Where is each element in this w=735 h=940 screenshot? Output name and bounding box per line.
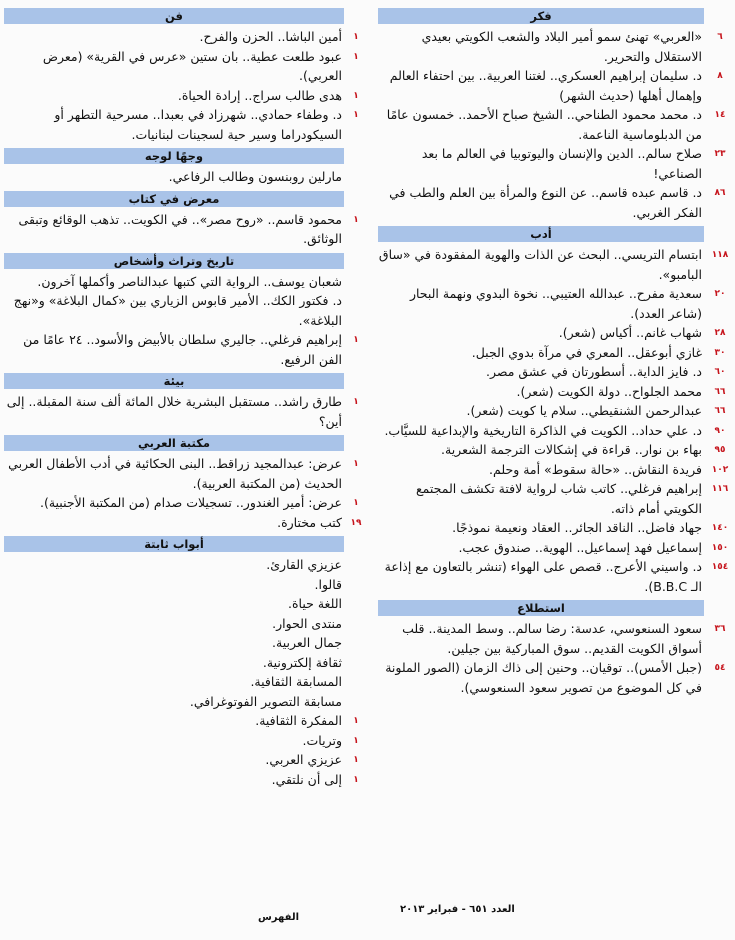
toc-entry[interactable] [4, 633, 344, 653]
entry-text: بهاء بن نوار.. قراءة في إشكالات الترجمة الشعرية. [441, 442, 702, 457]
entry-text: سعود السنعوسي، عدسة: رضا سالم.. وسط المدينة.. قلب أسواق الكويت القديم.. سوق المباركية بين جيلين. [402, 621, 702, 656]
section-header: فكر [378, 8, 704, 24]
entry-text: د. قاسم عبده قاسم.. عن النوع والمرأة بين العلم والطب في الفكر الغربي. [389, 185, 702, 220]
entry-text: جهاد فاضل.. الناقد الجائر.. العقاد ونعيمة نموذجًا. [452, 520, 702, 535]
left-column [4, 8, 362, 793]
section-header: معرض في كتاب [4, 191, 344, 207]
toc-entry[interactable] [4, 392, 359, 431]
toc-entry[interactable] [378, 479, 729, 518]
entry-text: عبود طلعت عطية.. بان ستين «عرس في القرية» (معرض العربي). [42, 48, 342, 83]
entry-text: منتدى الحوار. [272, 615, 342, 631]
entry-text: المفكرة الثقافية. [255, 713, 342, 728]
toc-section [4, 8, 359, 144]
toc-section [4, 191, 359, 249]
toc-entry[interactable] [378, 460, 729, 480]
page-number: ٦٦ [714, 386, 726, 397]
page-number: ١ [353, 397, 359, 407]
section-header: بيئة [4, 373, 344, 389]
toc-entry[interactable] [4, 614, 344, 634]
toc-entry[interactable] [378, 66, 723, 105]
toc-entry[interactable] [4, 750, 359, 770]
section-header: فن [4, 8, 344, 24]
toc-section [378, 8, 726, 222]
entry-text: د. علي حداد.. الكويت في الذاكرة التاريخية والإبداعية للسيَّاب. [384, 422, 702, 438]
entry-text: محمد الجلواح.. دولة الكويت (شعر). [516, 383, 702, 399]
toc-entry[interactable] [4, 27, 359, 47]
page-number: ١١٨ [711, 250, 729, 260]
entry-text: هدى طالب سراج.. إرادة الحياة. [177, 87, 342, 103]
toc-entry[interactable] [4, 731, 359, 751]
page-number: ١٩ [350, 517, 362, 528]
entry-text: إسماعيل فهد إسماعيل.. الهوية.. صندوق عجب. [458, 539, 702, 555]
section-header: أدب [378, 226, 704, 242]
toc-entry[interactable] [378, 343, 726, 363]
toc-entry[interactable] [378, 557, 729, 596]
entry-text: اللغة حياة. [288, 596, 342, 611]
page-number: ١ [353, 459, 359, 469]
entry-text: إبراهيم فرغلي.. جاليري سلطان بالأبيض والأسود.. ٢٤ عامًا من الفن الرفيع. [23, 332, 342, 367]
entry-text: عبدالرحمن الشنقيطي.. سلام يا كويت (شعر). [466, 403, 702, 418]
toc-section [378, 600, 726, 697]
entry-text: «العربي» تهنئ سمو أمير البلاد والشعب الكويتي بعيدي الاستقلال والتحرير. [421, 29, 702, 64]
entry-text: طارق راشد.. مستقبل البشرية خلال المائة ألف سنة المقبلة.. إلى أين؟ [6, 394, 342, 429]
toc-entry[interactable] [378, 421, 726, 441]
toc-entry[interactable] [378, 284, 726, 323]
toc-entry[interactable] [4, 47, 359, 86]
index-label: الفهرس [258, 912, 300, 923]
toc-entry[interactable] [378, 440, 726, 460]
entry-text: إبراهيم فرغلي.. كاتب شاب لرواية لافتة تكشف المجتمع الكويتي أمام ذاته. [416, 481, 702, 516]
toc-entry[interactable] [378, 401, 726, 421]
entry-text: صلاح سالم.. الدين والإنسان واليوتوبيا في العالم ما بعد الصناعي! [421, 146, 702, 181]
toc-section [4, 148, 344, 187]
section-header: تاريخ وتراث وأشخاص [4, 253, 344, 269]
entry-text: جمال العربية. [272, 635, 342, 650]
page-number: ١ [353, 214, 359, 225]
toc-entry[interactable] [4, 711, 359, 731]
entry-text: قالوا. [314, 576, 342, 592]
page-number: ١ [353, 774, 359, 785]
page-number: ١٤٠ [711, 523, 729, 533]
entry-text: مسابقة التصوير الفوتوغرافي. [189, 693, 342, 709]
toc-entry[interactable] [378, 183, 726, 222]
toc-entry[interactable] [378, 619, 726, 658]
page-number: ١ [353, 51, 359, 62]
page-number: ٨ [717, 71, 723, 81]
toc-section [4, 253, 359, 370]
page-number: ٨٦ [714, 188, 726, 198]
page-number: ١ [353, 32, 359, 42]
page-number: ١ [353, 498, 359, 508]
right-column [378, 8, 729, 701]
page-number: ١٤ [714, 110, 726, 120]
toc-entry[interactable] [4, 330, 359, 369]
toc-entry[interactable] [4, 454, 359, 493]
page-number: ١ [353, 716, 359, 726]
toc-entry[interactable] [4, 575, 344, 595]
entry-text: عزيزي العربي. [265, 752, 342, 767]
entry-text: د. محمد محمود الطناحي.. الشيخ صباح الأحمد.. خمسون عامًا من الدبلوماسية الناعمة. [386, 107, 702, 142]
entry-text: أمين الباشا.. الحزن والفرح. [199, 29, 342, 44]
toc-entry[interactable] [4, 272, 344, 292]
page-number: ٦٠ [714, 367, 726, 377]
entry-text: وتريات. [302, 732, 342, 748]
page-number: ٦٦ [714, 406, 726, 416]
entry-text: سعدية مفرح.. عبدالله العتيبي.. نخوة البدوي ونهمة البحار (شاعر العدد). [409, 286, 702, 321]
toc-section [4, 373, 359, 431]
entry-text: د. سليمان إبراهيم العسكري.. لغتنا العربية.. بين احتفاء العالم وإهمال أهلها (حديث الشهر) [389, 68, 702, 103]
toc-entry[interactable] [4, 770, 359, 790]
entry-text: شعبان يوسف.. الرواية التي كتبها عبدالناصر وأكملها آخرون. [37, 273, 342, 289]
toc-entry[interactable] [4, 493, 359, 513]
toc-section [4, 435, 362, 532]
page-number: ١ [353, 335, 359, 345]
entry-text: غازي أبوعقل.. المعري في مرآة بدوي الجبل. [471, 344, 702, 360]
entry-text: فريدة النقاش.. «حالة سقوط» أمة وحلم. [489, 461, 702, 477]
page-number: ٣٠ [714, 347, 726, 358]
page-number: ١ [353, 110, 359, 120]
toc-entry[interactable] [378, 382, 726, 402]
toc-section [4, 536, 359, 789]
section-header: مكتبة العربي [4, 435, 344, 451]
toc-entry[interactable] [4, 692, 344, 712]
page-number: ١١٦ [711, 484, 729, 494]
issue-info: العدد ٦٥١ - فبراير ٢٠١٣ [400, 904, 515, 915]
page-number: ٢٠ [714, 289, 726, 299]
page-number: ٥٤ [714, 663, 726, 673]
entry-text: عرض: أمير الغندور.. تسجيلات صدام (من المكتبة الأجنبية). [39, 495, 342, 510]
toc-entry[interactable] [378, 323, 726, 343]
entry-text: د. وطفاء حمادي.. شهرزاد في بعبدا.. مسرحية التطهر أو السيكودراما وسير حية لسجينات لبنانيات. [54, 107, 342, 142]
entry-text: ثقافة إلكترونية. [262, 654, 342, 670]
page-number: ١٠٢ [711, 464, 729, 475]
entry-text: د. فكتور الكك.. الأمير قابوس الزياري بين «كمال البلاغة» و«نهج البلاغة». [13, 293, 342, 328]
entry-text: د. فايز الداية.. أسطورتان في عشق مصر. [486, 364, 702, 379]
toc-entry[interactable] [378, 144, 726, 183]
page-number: ٦ [717, 32, 723, 42]
page-number: ٩٥ [714, 445, 726, 455]
toc-entry[interactable] [4, 513, 362, 533]
toc-entry[interactable] [4, 653, 344, 673]
toc-entry[interactable] [4, 167, 344, 187]
toc-entry[interactable] [378, 105, 726, 144]
toc-entry[interactable] [4, 291, 344, 330]
section-header: وجهًا لوجه [4, 148, 344, 164]
page-number: ٩٠ [714, 425, 726, 436]
toc-entry[interactable] [378, 538, 729, 558]
entry-text: ابتسام التريسي.. البحث عن الذات والهوية المفقودة في «ساق البامبو». [378, 247, 702, 282]
toc-entry[interactable] [4, 555, 344, 575]
entry-text: د. واسيني الأعرج.. قصص على الهواء (تنشر بالتعاون مع إذاعة الـ B.B.C). [384, 559, 702, 594]
toc-entry[interactable] [378, 362, 726, 382]
toc-entry[interactable] [378, 245, 729, 284]
entry-text: المسابقة الثقافية. [250, 674, 342, 689]
toc-entry[interactable] [378, 658, 726, 697]
section-header: استطلاع [378, 600, 704, 616]
page-number: ٢٣ [714, 149, 726, 159]
toc-entry[interactable] [4, 594, 344, 614]
page-number: ١٥٠ [711, 542, 729, 553]
toc-entry[interactable] [4, 105, 359, 144]
entry-text: إلى أن نلتقي. [271, 771, 342, 787]
toc-entry[interactable] [4, 672, 344, 692]
entry-text: شهاب غانم.. أكياس (شعر). [558, 325, 702, 340]
section-header: أبواب ثابتة [4, 536, 344, 552]
toc-entry[interactable] [378, 27, 723, 66]
toc-entry[interactable] [378, 518, 729, 538]
entry-text: (جبل الأمس).. توقيان.. وحنين إلى ذاك الزمان (الصور الملونة في كل الموضوع من تصوير سعود السنعوسي). [385, 660, 702, 695]
toc-entry[interactable] [4, 210, 359, 249]
page-number: ١٥٤ [711, 562, 729, 572]
entry-text: عزيزي القارئ. [266, 557, 342, 572]
entry-text: مارلين روبنسون وطالب الرفاعي. [168, 169, 342, 184]
entry-text: محمود قاسم.. «روح مصر».. في الكويت.. تذهب الوقائع وتبقى الوثائق. [18, 211, 342, 246]
entry-text: عرض: عبدالمجيد زراقط.. البنى الحكائية في أدب الأطفال العربي الحديث (من المكتبة العربية). [8, 456, 342, 491]
toc-section [378, 226, 729, 596]
page-number: ١ [353, 755, 359, 765]
entry-text: كتب مختارة. [277, 514, 342, 530]
page-number: ١ [353, 735, 359, 746]
toc-entry[interactable] [4, 86, 359, 106]
page-number: ١ [353, 90, 359, 101]
page-number: ٣٦ [714, 624, 726, 634]
page-number: ٢٨ [714, 328, 726, 338]
